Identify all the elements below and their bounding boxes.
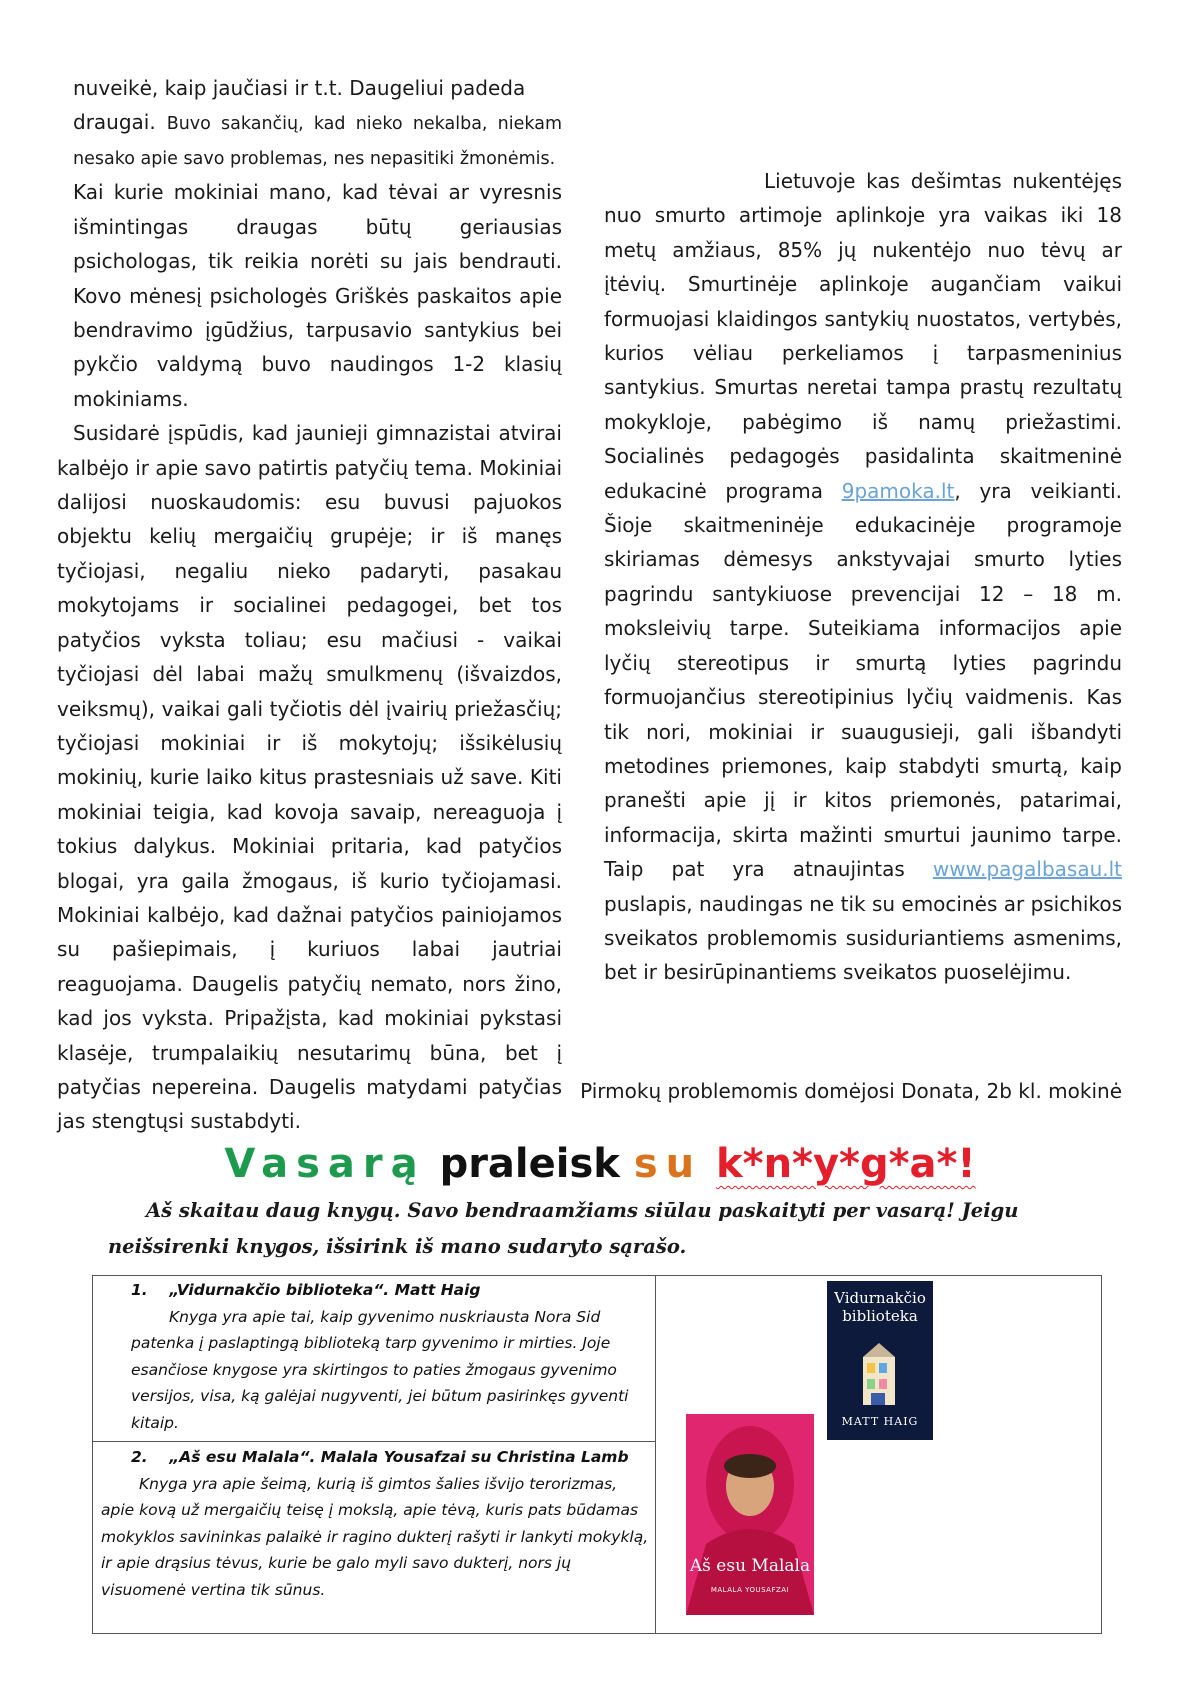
book-entry [131,1277,651,1436]
table-divider [93,1441,655,1442]
book-table [92,1275,1102,1634]
right-column [604,164,1122,990]
table-divider [655,1276,656,1633]
cover-author: MATT HAIG [841,1415,919,1428]
paragraph: Kai kurie mokiniai mano, kad tėvai ar vyresnis išmintingas draugas būtų geriausias psichologas, tik reikia norėti su jais bendrauti. Kovo mėnesį psichologės Griškės paskaitos apie bendravimo įgūdžius, tarpusavio santykius bei pykčio valdymą buvo naudingos 1-2 klasių mokiniams. [73,180,562,411]
cover-title: Aš esu Malala [689,1556,811,1576]
title-part-knyga: k*n*y*g*a*! [716,1141,976,1187]
cover-portrait-icon [686,1414,814,1615]
text: Lietuvoje kas dešimtas nukentėjęs nuo smurto artimoje aplinkoje yra vaikas iki 18 metų amžiaus, 85% jų nukentėjo nuo tėvų ar įtėvių. Smurtinėje aplinkoje augančiam vaikui formuojasi klaidingos santykių nuostatos, vertybės, kurios vėliau perkeliamos į tarpasmeninius santykius. Smurtas neretai tampa prastų rezultatų mokykloje, pabėgimo iš namų priežastimi. Socialinės pedagogės pasidalinta skaitmeninė edukacinė programa [604,169,1122,503]
text: , yra veikianti. Šioje skaitmeninėje edukacinėje programoje skiriamas dėmesys ankstyvajai smurto lyties pagrindu santykiuose prevencijai 12 – 18 m. moksleivių tarpe. Suteikiama informacijos apie lyčių stereotipus ir smurtą lyties pagrindu formuojančius stereotipinius lyčių vaidmenis. Kas tik nori, mokiniai ir suaugusieji, gali išbandyti metodines priemones, kaip stabdyti smurtą, kaip pranešti apie jį ir kitos priemonės, patarimai, informacija, skirta mažinti smurtui jaunimo tarpe. Taip pat yra atnaujintas [604,478,1122,882]
signature: Pirmokų problemomis domėjosi Donata, 2b kl. mokinė [580,1079,1122,1103]
book-number: 1. [131,1281,148,1299]
cover-author: MALALA YOUSAFZAI [710,1586,790,1594]
paragraph: Susidarė įspūdis, kad jaunieji gimnazistai atvirai kalbėjo ir apie savo patirtis patyčių tema. Mokiniai dalijosi nuoskaudomis: esu buvusi pajuokos objektu kelių mergaičių grupėje; ir iš manęs tyčiojasi, negaliu nieko padaryti, pasakau mokytojams ir socialinei pedagogei, bet tos patyčios vyksta toliau; esu mačiusi - vaikai tyčiojasi dėl labai mažų smulkmenų (išvaizdos, veiksmų), vaikai gali tyčiotis dėl įvairių priežasčių; tyčiojasi mokiniai ir iš mokytojų; išsikėlusių mokinių, kurie laiko kitus prastesniais už save. Kiti mokiniai teigia, kad kovoja savaip, nereaguoja į tokius dalykus. Mokiniai pritaria, kad patyčios blogai, yra gaila žmogaus, iš kurio tyčiojamasi. Mokiniai kalbėjo, kad dažnai patyčios painiojamos su pašiepimais, į kuriuos labai jautriai reaguojama. Daugelis patyčių nemato, nors žino, kad jos vyksta. Pripažįsta, kad mokiniai pykstasi klasėje, trumpalaikių nesutarimų būna, bet į patyčias nepereina. Daugelis matydami patyčias jas stengtųsi sustabdyti. [57,421,562,1134]
title-part-su: su [633,1141,703,1187]
book-description: Knyga yra apie tai, kaip gyvenimo nuskriausta Nora Sid patenka į paslaptingą biblioteką tarp gyvenimo ir mirties. Joje esančiose knygose yra skirtingos to paties žmogaus gyvenimo versijos, visa, ką galėjai nugyventi, jei būtum pasirinkęs gyventi kitaip. [131,1307,629,1432]
book-cover-vidurnakcio-biblioteka [827,1281,933,1440]
paragraph [604,164,1122,990]
intro-line: neišsirenki knygos, išsirink iš mano sudaryto sąrašo. [108,1235,687,1258]
book-title: „Aš esu Malala“. Malala Yousafzai su Christina Lamb [169,1448,629,1466]
intro-line: Aš skaitau daug knygų. Savo bendraamžiams siūlau paskaityti per vasarą! Jeigu [146,1199,1019,1222]
cover-title: Vidurnakčio biblioteka [834,1289,926,1325]
title-part-vasara: Vasarą [224,1141,426,1187]
link-pagalbasau[interactable]: www.pagalbasau.lt [932,857,1123,882]
left-column [57,71,562,1139]
book-title-line [101,1444,651,1471]
text: puslapis, naudingas ne tik su emocinės ar psichikos sveikatos problemomis susiduriantiems asmenims, bet ir besirūpinantiems sveikatos puoselėjimu. [604,891,1122,985]
book-entry [101,1444,651,1603]
text-line: draugai. [73,110,156,135]
section-title [0,1138,1200,1190]
book-number: 2. [131,1448,148,1466]
intro-text [108,1193,1108,1265]
book-title-line [131,1277,651,1304]
book-title: „Vidurnakčio biblioteka“. Matt Haig [169,1281,481,1299]
book-cover-as-esu-malala [686,1414,814,1615]
small-text: Buvo sakančių, kad nieko nekalba, niekam nesako apie savo problemas, nes nepasitiki žmonėmis. [73,114,562,170]
title-part-praleisk: praleisk [439,1141,620,1187]
paragraph [57,71,562,105]
link-9pamoka[interactable]: 9pamoka.lt [841,478,955,503]
text-line: nuveikė, kaip jaučiasi ir t.t. Daugeliui padeda [73,76,526,100]
paragraph [57,105,562,175]
book-description: Knyga yra apie šeimą, kurią iš gimtos šalies išvijo terorizmas, apie kovą už mergaičių teisę į mokslą, apie tėvą, kuris pats būdamas mokyklos savininkas palaikė ir ragino dukterį rašyti ir lankyti mokyklą, ir apie drąsius tėvus, kurie be galo myli savo dukterį, nors jų visuomenė vertina tik sūnus. [101,1474,649,1599]
